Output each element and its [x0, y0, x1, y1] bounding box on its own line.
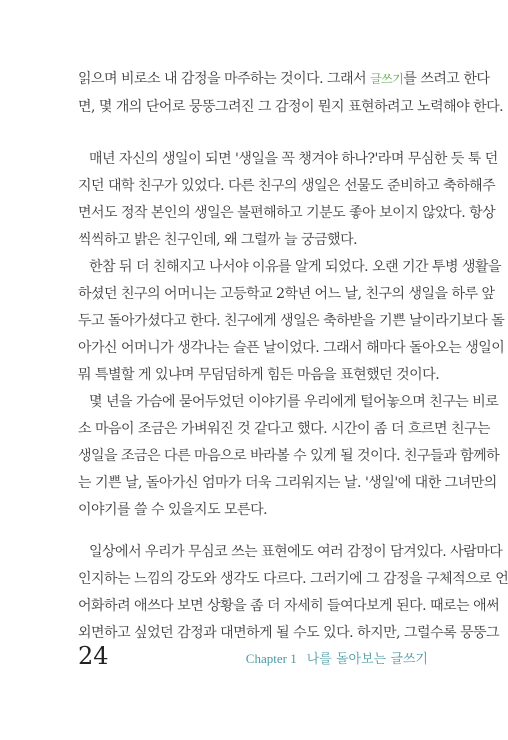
- paragraph-3-line-3: 두고 돌아가셨다고 한다. 친구에게 생일은 축하받을 기쁜 날이라기보다 돌: [78, 313, 505, 329]
- paragraph-5-line-4: 외면하고 싶었던 감정과 대면하게 될 수도 있다. 하지만, 그럴수록 뭉뚱그: [78, 625, 500, 641]
- paragraph-2-line-1: 매년 자신의 생일이 되면 '생일을 꼭 챙겨야 하나?'라며 무심한 듯 툭 던: [89, 151, 498, 167]
- chapter-title: 나를 돌아보는 글쓰기: [306, 652, 428, 667]
- highlighted-word: 글쓰기: [370, 72, 404, 86]
- paragraph-1-line-2: 면, 몇 개의 단어로 뭉뚱그려진 그 감정이 뭔지 표현하려고 노력해야 한다.: [78, 99, 504, 115]
- running-footer: [246, 650, 428, 669]
- paragraph-1-line-1: [78, 68, 490, 90]
- paragraph-3-line-5: 뭐 특별할 게 있냐며 무덤덤하게 힘든 마음을 표현했던 것이다.: [78, 367, 440, 383]
- paragraph-5-line-1: 일상에서 우리가 무심코 쓰는 표현에도 여러 감정이 담겨있다. 사람마다: [89, 544, 503, 560]
- paragraph-5-line-3: 어화하려 애쓰다 보면 상황을 좀 더 자세히 들여다보게 된다. 때로는 애써: [78, 598, 500, 614]
- paragraph-4-line-2: 소 마음이 조금은 가벼워진 것 같다고 했다. 시간이 좀 더 흐르면 친구는: [78, 421, 491, 437]
- paragraph-2-line-3: 면서도 정작 본인의 생일은 불편해하고 기분도 좋아 보이지 않았다. 항상: [78, 205, 496, 221]
- paragraph-2-line-4: 씩씩하고 밝은 친구인데, 왜 그럴까 늘 궁금했다.: [78, 232, 358, 248]
- paragraph-4-line-3: 생일을 조금은 다른 마음으로 바라볼 수 있게 될 것이다. 친구들과 함께하: [78, 448, 500, 464]
- page-number: 24: [78, 642, 109, 670]
- chapter-label: Chapter 1: [245, 651, 297, 666]
- paragraph-4-line-5: 이야기를 쓸 수 있을지도 모른다.: [78, 502, 268, 518]
- paragraph-4-line-1: 몇 년을 가슴에 묻어두었던 이야기를 우리에게 털어놓으며 친구는 비로: [89, 394, 499, 410]
- paragraph-3-line-2: 하셨던 친구의 어머니는 고등학교 2학년 어느 날, 친구의 생일을 하루 앞: [78, 286, 495, 302]
- paragraph-3-line-4: 아가신 어머니가 생각나는 슬픈 날이었다. 그래서 해마다 돌아오는 생일이: [78, 340, 505, 356]
- paragraph-2-line-2: 지던 대학 친구가 있었다. 다른 친구의 생일은 선물도 준비하고 축하해주: [78, 178, 496, 194]
- paragraph-3-line-1: 한참 뒤 더 친해지고 나서야 이유를 알게 되었다. 오랜 기간 투병 생활을: [89, 259, 502, 275]
- paragraph-4-line-4: 는 기쁜 날, 돌아가신 엄마가 더욱 그리워지는 날. '생일'에 대한 그녀만의: [78, 475, 497, 491]
- text-span: 읽으며 비로소 내 감정을 마주하는 것이다. 그래서: [78, 71, 371, 87]
- text-span: 를 쓰려고 한다: [403, 71, 490, 87]
- paragraph-5-line-2: 인지하는 느낌의 강도와 생각도 다르다. 그러기에 그 감정을 구체적으로 언: [78, 571, 508, 587]
